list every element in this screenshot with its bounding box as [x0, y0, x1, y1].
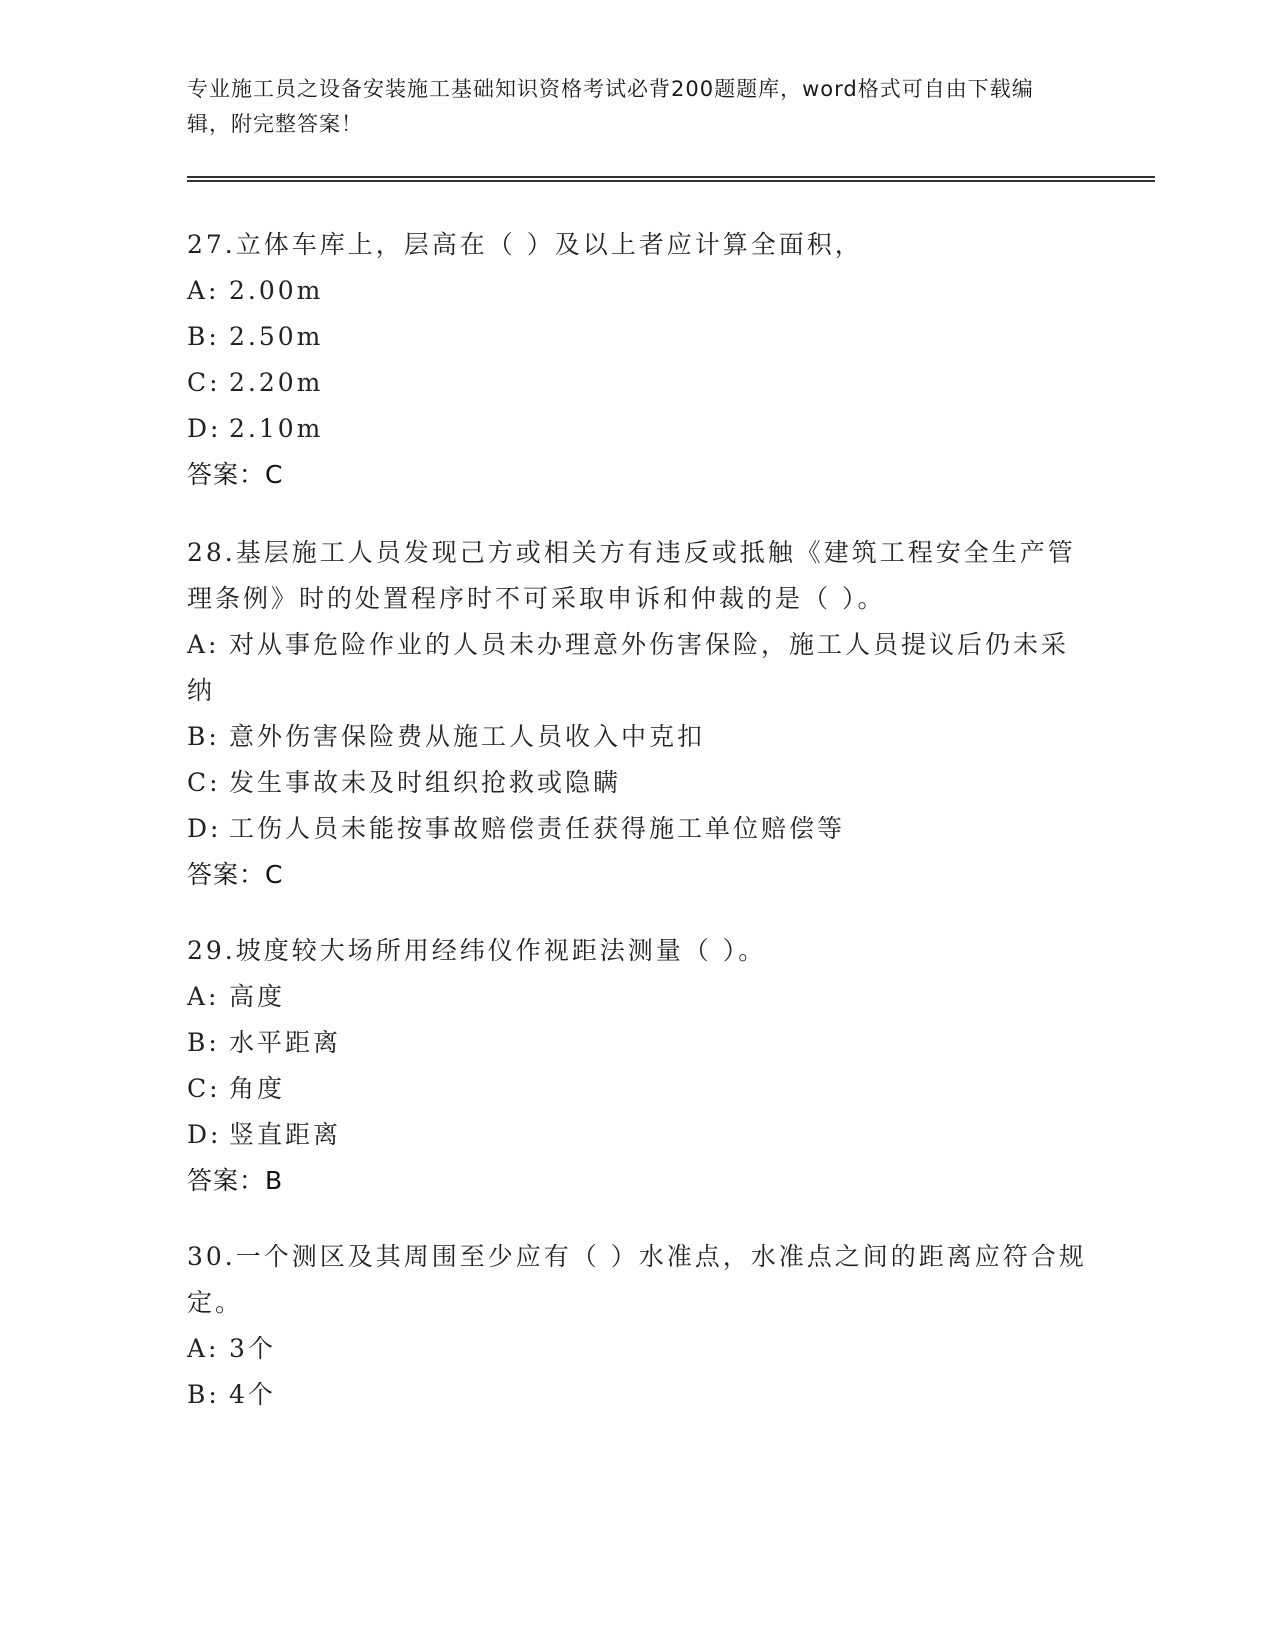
option-key: C: — [187, 768, 221, 797]
option-key: C: — [187, 368, 221, 397]
header-divider — [187, 176, 1155, 182]
option-a — [187, 268, 1087, 314]
option-a — [187, 1326, 1087, 1372]
question-stem: 27.立体车库上，层高在（ ）及以上者应计算全面积， — [187, 230, 863, 259]
option-b — [187, 314, 1087, 360]
option-c — [187, 1066, 1087, 1112]
question-27 — [187, 222, 1087, 498]
question-30 — [187, 1234, 1087, 1418]
option-text: 3个 — [229, 1334, 276, 1363]
option-key: D: — [187, 414, 222, 443]
answer-line: 答案：C — [187, 460, 284, 489]
option-b — [187, 714, 1087, 760]
option-key: A: — [187, 276, 220, 305]
option-c — [187, 360, 1087, 406]
option-key: C: — [187, 1074, 221, 1103]
question-stem: 29.坡度较大场所用经纬仪作视距法测量（ ）。 — [187, 936, 767, 965]
option-text: 2.20m — [229, 368, 324, 397]
option-a — [187, 974, 1087, 1020]
option-text: 竖直距离 — [229, 1120, 342, 1149]
option-key: D: — [187, 814, 222, 843]
option-text: 意外伤害保险费从施工人员收入中克扣 — [229, 722, 706, 751]
option-c — [187, 760, 1087, 806]
option-text: 发生事故未及时组织抢救或隐瞒 — [229, 768, 622, 797]
option-key: A: — [187, 982, 220, 1011]
question-29 — [187, 928, 1087, 1204]
question-stem: 28.基层施工人员发现己方或相关方有违反或抵触《建筑工程安全生产管理条例》时的处置程序时不可采取申诉和仲裁的是（ ）。 — [187, 538, 1076, 613]
option-text: 4个 — [229, 1380, 276, 1409]
option-text: 对从事危险作业的人员未办理意外伤害保险，施工人员提议后仍未采纳 — [187, 630, 1070, 705]
option-d — [187, 406, 1087, 452]
option-key: B: — [187, 1380, 220, 1409]
option-text: 工伤人员未能按事故赔偿责任获得施工单位赔偿等 — [229, 814, 846, 843]
option-text: 高度 — [229, 982, 286, 1011]
option-key: A: — [187, 630, 220, 659]
option-key: B: — [187, 322, 220, 351]
option-key: B: — [187, 722, 220, 751]
option-key: A: — [187, 1334, 220, 1363]
option-text: 2.50m — [229, 322, 324, 351]
document-page — [187, 0, 1167, 1650]
document-header-title: 专业施工员之设备安装施工基础知识资格考试必背200题题库，word格式可自由下载编辑，附完整答案！ — [187, 77, 1034, 136]
option-text: 水平距离 — [229, 1028, 342, 1057]
option-key: B: — [187, 1028, 220, 1057]
option-text: 角度 — [229, 1074, 286, 1103]
answer-line: 答案：B — [187, 1166, 284, 1195]
option-b — [187, 1020, 1087, 1066]
answer-line: 答案：C — [187, 860, 284, 889]
question-stem: 30.一个测区及其周围至少应有（ ）水准点，水准点之间的距离应符合规定。 — [187, 1242, 1087, 1317]
option-d — [187, 806, 1087, 852]
option-d — [187, 1112, 1087, 1158]
option-a — [187, 622, 1087, 714]
option-key: D: — [187, 1120, 222, 1149]
question-28 — [187, 530, 1087, 898]
option-b — [187, 1372, 1087, 1418]
option-text: 2.00m — [229, 276, 324, 305]
option-text: 2.10m — [229, 414, 324, 443]
